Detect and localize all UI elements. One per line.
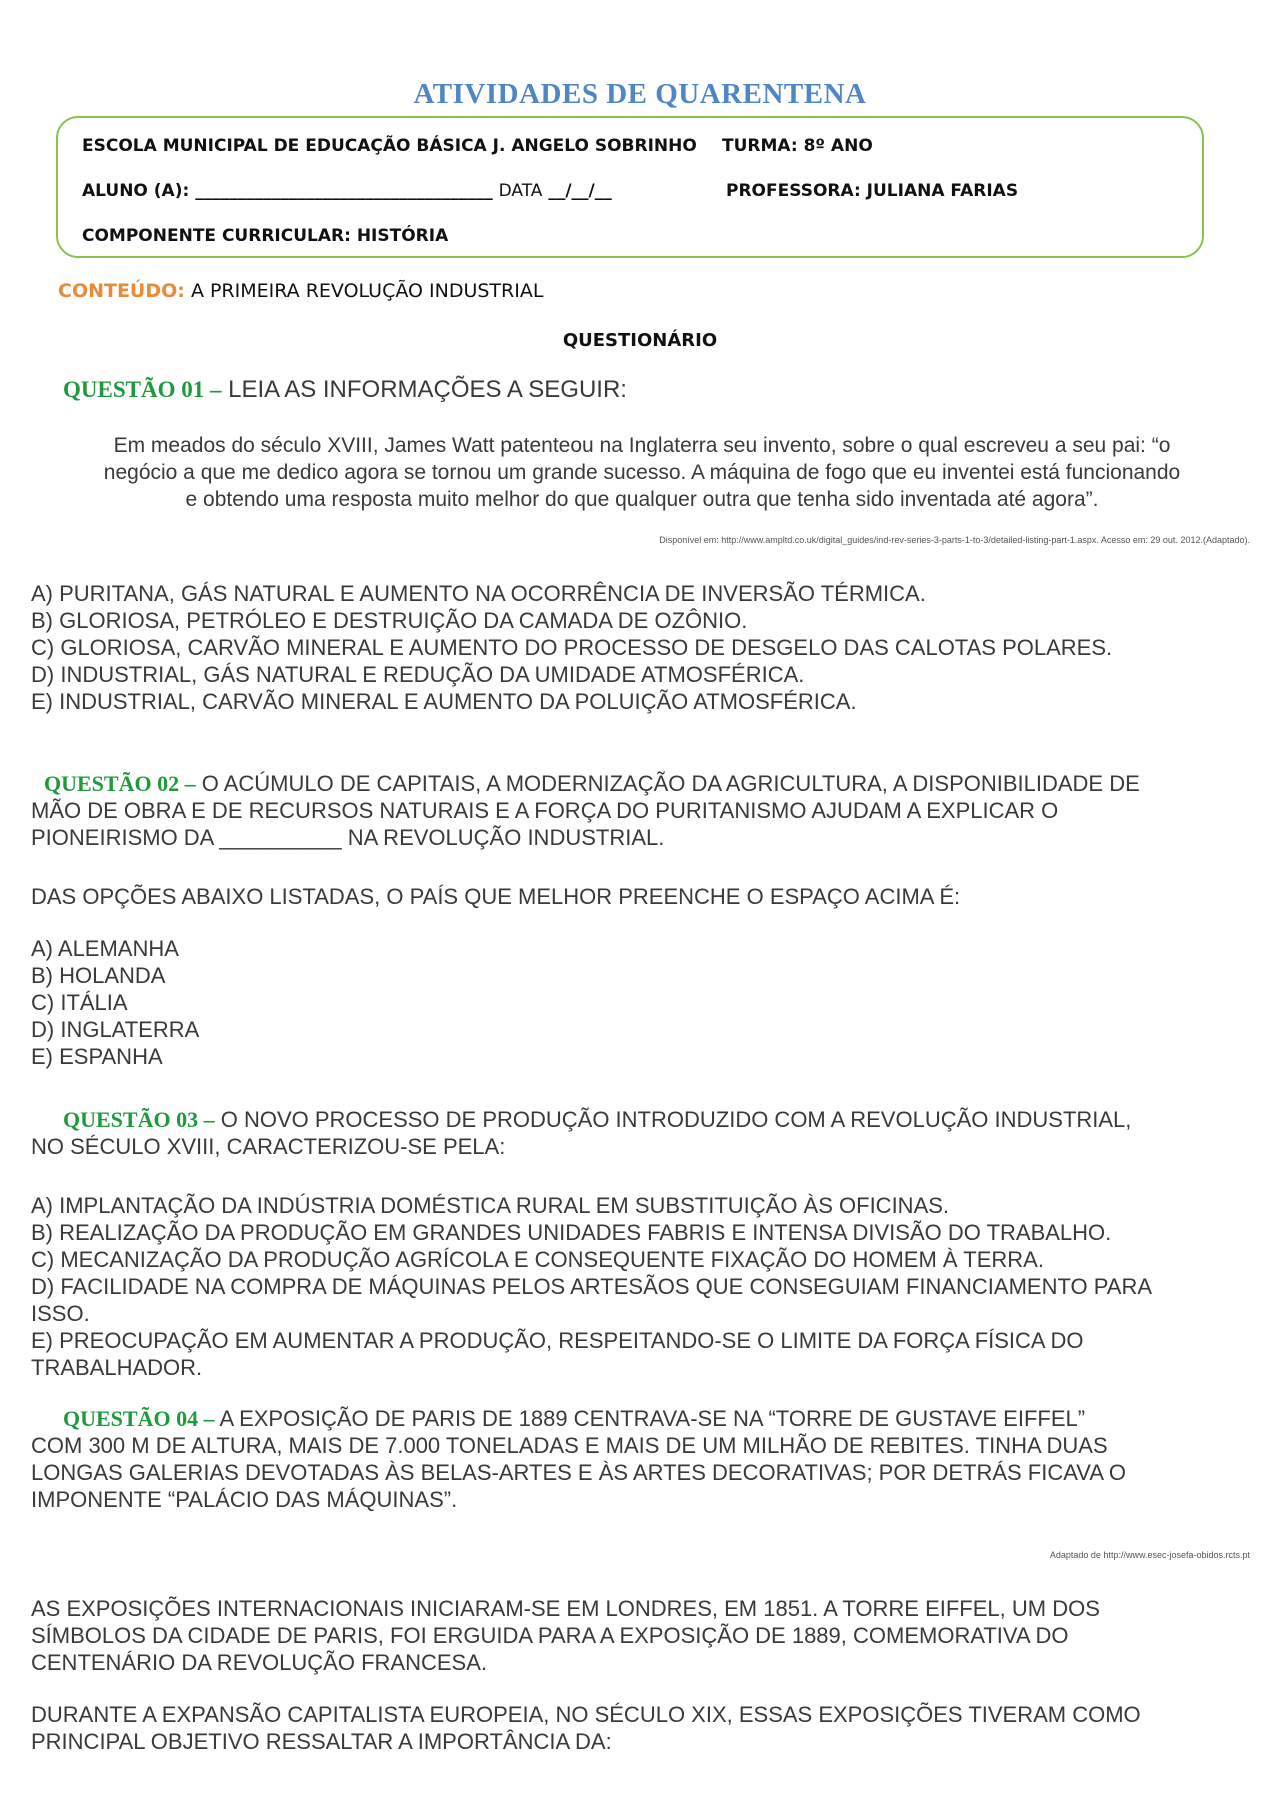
q4-para1-line: SÍMBOLOS DA CIDADE DE PARIS, FOI ERGUIDA PARA A EXPOSIÇÃO DE 1889, COMEMORATIVA DO [31, 1623, 1069, 1648]
q1-quote-line: e obtendo uma resposta muito melhor do que qualquer outra que tenha sido inventada até agora”. [185, 488, 1099, 511]
q3-line: NO SÉCULO XVIII, CARACTERIZOU-SE PELA: [31, 1134, 506, 1159]
q1-option-d[interactable]: D) INDUSTRIAL, GÁS NATURAL E REDUÇÃO DA UMIDADE ATMOSFÉRICA. [31, 662, 805, 687]
q4-paragraph-1 [31, 1595, 1253, 1676]
q4-source: Adaptado de http://www.esec-josefa-obidos.rcts.pt [1049, 1550, 1250, 1560]
q2-line: PIONEIRISMO DA __________ NA REVOLUÇÃO INDUSTRIAL. [31, 825, 665, 850]
q3-option-d[interactable]: D) FACILIDADE NA COMPRA DE MÁQUINAS PELOS ARTESÃOS QUE CONSEGUIAM FINANCIAMENTO PARA [31, 1274, 1153, 1299]
aluno-field[interactable] [82, 181, 612, 201]
q3-option-e[interactable]: E) PREOCUPAÇÃO EM AUMENTAR A PRODUÇÃO, RESPEITANDO-SE O LIMITE DA FORÇA FÍSICA DO [31, 1328, 1084, 1353]
q1-options [31, 580, 1253, 715]
q1-title-text: LEIA AS INFORMAÇÕES A SEGUIR: [228, 376, 627, 403]
q4-line: IMPONENTE “PALÁCIO DAS MÁQUINAS”. [31, 1487, 458, 1512]
q2-option-c[interactable]: C) ITÁLIA [31, 990, 128, 1015]
turma-label: TURMA: 8º ANO [722, 136, 873, 156]
q1-head: QUESTÃO 01 – [63, 377, 222, 402]
q3-option-e-cont: TRABALHADOR. [31, 1355, 203, 1380]
q4-line: COM 300 M DE ALTURA, MAIS DE 7.000 TONELADAS E MAIS DE UM MILHÃO DE REBITES. TINHA DUAS [31, 1433, 1108, 1458]
header-box [56, 116, 1204, 258]
aluno-label: ALUNO (A): ___________________________________ [82, 181, 493, 201]
q1-option-b[interactable]: B) GLORIOSA, PETRÓLEO E DESTRUIÇÃO DA CAMADA DE OZÔNIO. [31, 608, 748, 633]
componente-label: COMPONENTE CURRICULAR: HISTÓRIA [82, 226, 449, 246]
q4-para2-line: PRINCIPAL OBJETIVO RESSALTAR A IMPORTÂNCIA DA: [31, 1729, 612, 1754]
q3-statement [31, 1106, 1253, 1160]
q2-head: QUESTÃO 02 – [44, 771, 196, 796]
conteudo-value: A PRIMEIRA REVOLUÇÃO INDUSTRIAL [190, 280, 544, 302]
q3-option-a[interactable]: A) IMPLANTAÇÃO DA INDÚSTRIA DOMÉSTICA RURAL EM SUBSTITUIÇÃO ÀS OFICINAS. [31, 1193, 950, 1218]
q2-line-text: O ACÚMULO DE CAPITAIS, A MODERNIZAÇÃO DA AGRICULTURA, A DISPONIBILIDADE DE [201, 771, 1140, 796]
conteudo-line [58, 280, 543, 302]
q4-head: QUESTÃO 04 – [63, 1406, 215, 1431]
q2-option-d[interactable]: D) INGLATERRA [31, 1017, 200, 1042]
q1-option-c[interactable]: C) GLORIOSA, CARVÃO MINERAL E AUMENTO DO PROCESSO DE DESGELO DAS CALOTAS POLARES. [31, 635, 1113, 660]
q1-option-a[interactable]: A) PURITANA, GÁS NATURAL E AUMENTO NA OCORRÊNCIA DE INVERSÃO TÉRMICA. [31, 581, 926, 606]
q2-options [31, 935, 1253, 1070]
professora-label: PROFESSORA: JULIANA FARIAS [726, 181, 1019, 201]
q2-line [31, 770, 1253, 797]
q4-line [31, 1405, 1253, 1432]
q3-line [31, 1106, 1253, 1133]
school-name: ESCOLA MUNICIPAL DE EDUCAÇÃO BÁSICA J. ANGELO SOBRINHO [82, 136, 697, 156]
q3-option-c[interactable]: C) MECANIZAÇÃO DA PRODUÇÃO AGRÍCOLA E CONSEQUENTE FIXAÇÃO DO HOMEM À TERRA. [31, 1247, 1044, 1272]
data-label: DATA [498, 181, 543, 201]
q2-prompt: DAS OPÇÕES ABAIXO LISTADAS, O PAÍS QUE MELHOR PREENCHE O ESPAÇO ACIMA É: [31, 884, 961, 909]
q3-line-text: O NOVO PROCESSO DE PRODUÇÃO INTRODUZIDO COM A REVOLUÇÃO INDUSTRIAL, [220, 1107, 1132, 1132]
q4-para1-line: CENTENÁRIO DA REVOLUÇÃO FRANCESA. [31, 1650, 487, 1675]
q3-head: QUESTÃO 03 – [63, 1107, 215, 1132]
questionario-heading: QUESTIONÁRIO [562, 330, 718, 351]
data-blank[interactable]: __/__/__ [548, 181, 612, 201]
q2-option-e[interactable]: E) ESPANHA [31, 1044, 163, 1069]
q1-quote [31, 432, 1253, 513]
q2-line: MÃO DE OBRA E DE RECURSOS NATURAIS E A FORÇA DO PURITANISMO AJUDAM A EXPLICAR O [31, 798, 1059, 823]
q2-option-a[interactable]: A) ALEMANHA [31, 936, 179, 961]
q4-para2-line: DURANTE A EXPANSÃO CAPITALISTA EUROPEIA, NO SÉCULO XIX, ESSAS EXPOSIÇÕES TIVERAM COMO [31, 1702, 1141, 1727]
q4-para1-line: AS EXPOSIÇÕES INTERNACIONAIS INICIARAM-SE EM LONDRES, EM 1851. A TORRE EIFFEL, UM DOS [31, 1596, 1100, 1621]
q4-paragraph-2 [31, 1701, 1253, 1755]
q4-statement [31, 1405, 1253, 1513]
q4-line-text: A EXPOSIÇÃO DE PARIS DE 1889 CENTRAVA-SE NA “TORRE DE GUSTAVE EIFFEL” [219, 1406, 1086, 1431]
q2-option-b[interactable]: B) HOLANDA [31, 963, 166, 988]
q3-options [31, 1192, 1253, 1381]
q1-option-e[interactable]: E) INDUSTRIAL, CARVÃO MINERAL E AUMENTO DA POLUIÇÃO ATMOSFÉRICA. [31, 689, 857, 714]
q1-source: Disponível em: http://www.ampltd.co.uk/digital_guides/ind-rev-series-3-parts-1-to-3/detailed-listing-part-1.aspx. Acesso em: 29 out. 2012.(Adaptado). [659, 535, 1250, 545]
conteudo-label: CONTEÚDO: [58, 280, 185, 302]
q3-option-d-cont: ISSO. [31, 1301, 90, 1326]
main-title: ATIVIDADES DE QUARENTENA [413, 78, 867, 110]
q4-line: LONGAS GALERIAS DEVOTADAS ÀS BELAS-ARTES E ÀS ARTES DECORATIVAS; POR DETRÁS FICAVA O [31, 1460, 1127, 1485]
q1-quote-line: negócio a que me dedico agora se tornou um grande sucesso. A máquina de fogo que eu inventei está funcionando [103, 461, 1181, 484]
q1-quote-line: Em meados do século XVIII, James Watt patenteou na Inglaterra seu invento, sobre o qual escreveu a seu pai: “o [113, 434, 1171, 457]
q2-statement [31, 770, 1253, 851]
q3-option-b[interactable]: B) REALIZAÇÃO DA PRODUÇÃO EM GRANDES UNIDADES FABRIS E INTENSA DIVISÃO DO TRABALHO. [31, 1220, 1112, 1245]
q1-title [63, 376, 627, 404]
